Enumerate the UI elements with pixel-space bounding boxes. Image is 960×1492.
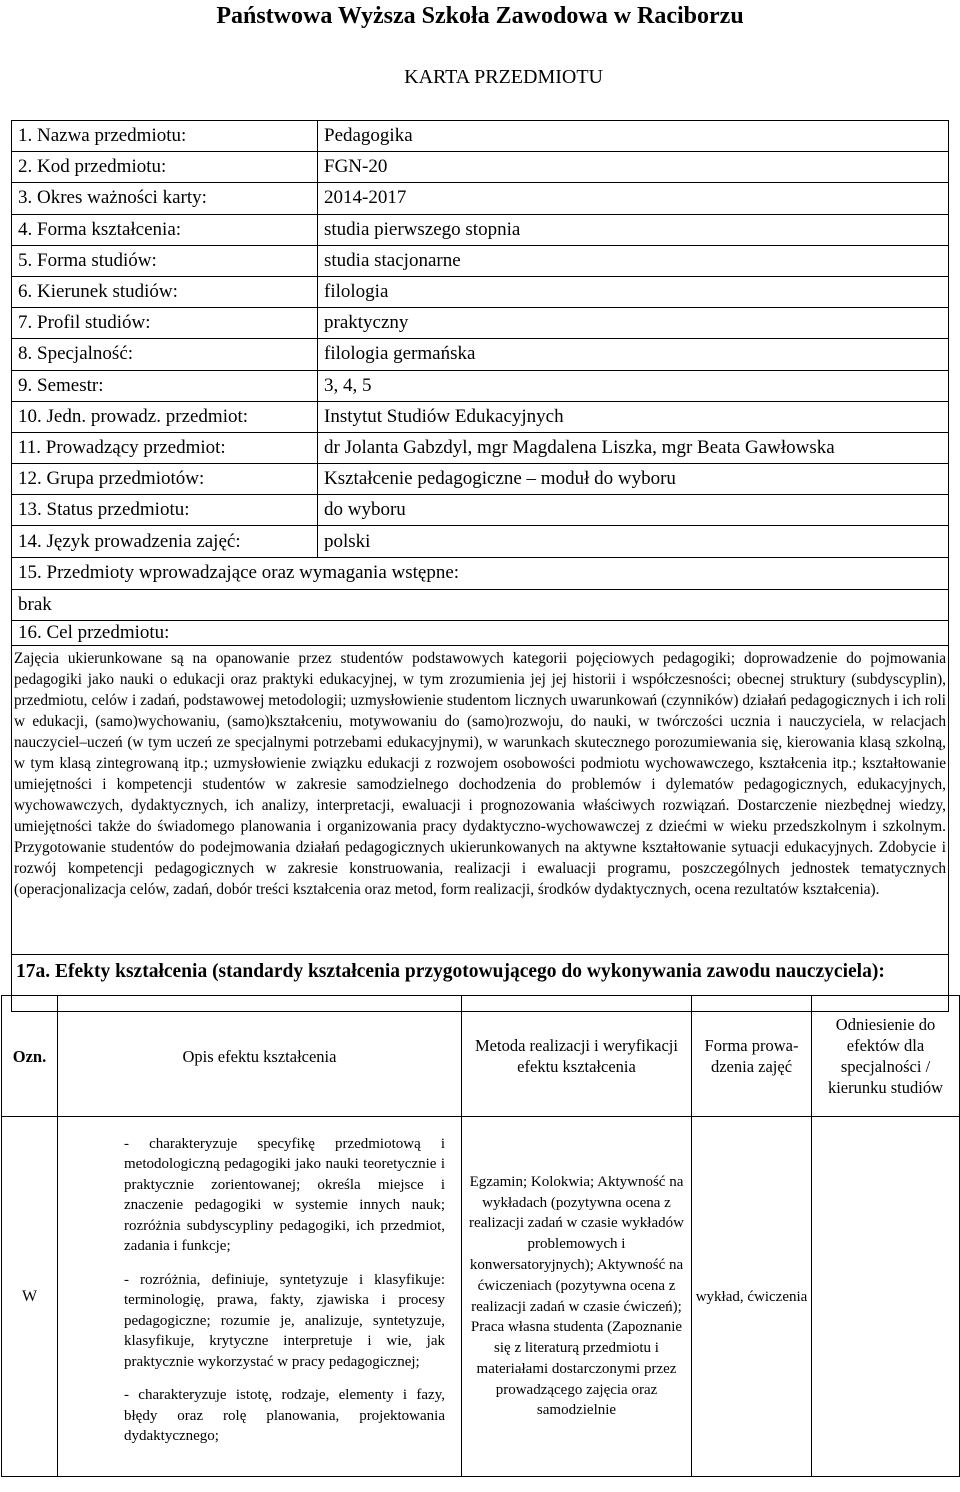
field-label: 8. Specjalność:	[12, 339, 318, 370]
field-row	[12, 339, 949, 370]
field-label: 2. Kod przedmiotu:	[12, 152, 318, 183]
field-label: 11. Prowadzący przedmiot:	[12, 432, 318, 463]
field-label: 7. Profil studiów:	[12, 308, 318, 339]
field-label: 9. Semestr:	[12, 370, 318, 401]
effect-description-item: - charakteryzuje specyfikę przedmiotową i metodologiczną pedagogiki jako nauki teoretycznie i praktycznie zorientowanej; określa miejsce i znaczenie pedagogiki w systemie innych nauk; rozróżnia subdyscypliny pedagogiki, ich przedmiot, zadania i funkcje;	[124, 1135, 445, 1254]
effect-description-cell	[58, 1117, 462, 1477]
prereq-label: 15. Przedmioty wprowadzające oraz wymagania wstępne:	[12, 557, 949, 589]
effect-reference	[812, 1117, 960, 1477]
field-value: do wyboru	[318, 495, 949, 526]
field-label: 12. Grupa przedmiotów:	[12, 464, 318, 495]
field-row	[12, 276, 949, 307]
header-ozn: Ozn.	[2, 996, 58, 1117]
field-value: filologia	[318, 276, 949, 307]
course-info-table	[11, 120, 949, 1012]
header-forma: Forma prowa-dzenia zajęć	[692, 996, 812, 1117]
effects-table	[1, 995, 960, 1477]
field-value: studia pierwszego stopnia	[318, 214, 949, 245]
field-label: 1. Nazwa przedmiotu:	[12, 121, 318, 152]
field-row	[12, 183, 949, 214]
field-row	[12, 495, 949, 526]
field-value: 3, 4, 5	[318, 370, 949, 401]
effects-title: 17a. Efekty kształcenia (standardy kształcenia przygotowującego do wykonywania zawodu nauczyciela):	[16, 960, 885, 982]
field-row	[12, 370, 949, 401]
field-value: praktyczny	[318, 308, 949, 339]
field-label: 3. Okres ważności karty:	[12, 183, 318, 214]
effect-description-item: - rozróżnia, definiuje, syntetyzuje i klasyfikuje: terminologię, prawa, fakty, zjawiska i procesy pedagogiczne; rozumie je, analizuje, syntetyzuje, klasyfikuje, krytyczne interpretuje i wie, jak praktycznie wykorzystać w pracy pedagogicznej;	[124, 1271, 445, 1370]
field-row	[12, 432, 949, 463]
effect-form: wykład, ćwiczenia	[692, 1117, 812, 1477]
field-value: polski	[318, 526, 949, 557]
prereq-value: brak	[12, 589, 949, 620]
field-value: Pedagogika	[318, 121, 949, 152]
field-value: FGN-20	[318, 152, 949, 183]
goal-label: 16. Cel przedmiotu:	[12, 620, 949, 645]
field-value: filologia germańska	[318, 339, 949, 370]
effect-method: Egzamin; Kolokwia; Aktywność na wykładach (pozytywna ocena z realizacji zadań w czasie wykładów problemowych i konwersatoryjnych); Aktywność na ćwiczeniach (pozytywna ocena z realizacji zadań w czasie ćwiczeń); Praca własna studenta (Zapoznanie się z literaturą przedmiotu i materiałami dostarczonymi przez prowadzącego zajęcia oraz samodzielnie	[462, 1117, 692, 1477]
field-row	[12, 245, 949, 276]
field-label: 14. Język prowadzenia zajęć:	[12, 526, 318, 557]
school-name: Państwowa Wyższa Szkoła Zawodowa w Raciborzu	[216, 3, 744, 29]
field-row	[12, 121, 949, 152]
field-label: 5. Forma studiów:	[12, 245, 318, 276]
effect-description-item: - charakteryzuje istotę, rodzaje, elementy i fazy, błędy oraz rolę planowania, projektowania dydaktycznego;	[124, 1387, 445, 1444]
header-odniesienie: Odniesienie do efektów dla specjalności / kierunku studiów	[812, 996, 960, 1117]
field-value: Instytut Studiów Edukacyjnych	[318, 401, 949, 432]
field-label: 6. Kierunek studiów:	[12, 276, 318, 307]
field-label: 4. Forma kształcenia:	[12, 214, 318, 245]
field-value: dr Jolanta Gabzdyl, mgr Magdalena Liszka, mgr Beata Gawłowska	[318, 432, 949, 463]
field-row	[12, 214, 949, 245]
field-row	[12, 308, 949, 339]
field-value: Kształcenie pedagogiczne – moduł do wyboru	[318, 464, 949, 495]
field-value: 2014-2017	[318, 183, 949, 214]
field-value: studia stacjonarne	[318, 245, 949, 276]
effect-symbol: W	[2, 1117, 58, 1477]
field-label: 10. Jedn. prowadz. przedmiot:	[12, 401, 318, 432]
goal-text: Zajęcia ukierunkowane są na opanowanie przez studentów podstawowych kategorii pojęciowych pedagogiki; doprowadzenie do pojmowania pedagogiki jako nauki o edukacji oraz praktyki edukacyjnej, w tym zrozumienia jej jej historii i współczesności; obecnej struktury (subdyscyplin), przedmiotu, celów i zadań, podstawowej metodologii; uzmysłowienie studentom licznych uwarunkowań (czynników) działań pedagogicznych i ich roli w edukacji, (samo)wychowaniu, (samo)kształceniu, motywowaniu do (samo)rozwoju, do nauki, w twórczości ucznia i nauczyciela, w relacjach nauczyciel–uczeń (w tym uczeń ze specjalnymi potrzebami edukacyjnymi), w warunkach skutecznego porozumiewania się, kierowania klasą szkolną, w tym klasą zintegrowaną itp.; uzmysłowienie związku edukacji z rozwojem osobowości podmiotu wychowawczego, kształcenia itp.; kształtowanie umiejętności i kompetencji studentów w zakresie samodzielnego dochodzenia do problemów i dylematów pedagogicznych, edukacyjnych, wychowawczych, dydaktycznych, ich analizy, interpretacji, ewaluacji i prognozowania właściwych rozwiązań. Dostarczenie niezbędnej wiedzy, umiejętności także do świadomego planowania i organizowania pracy dydaktyczno-wychowawczej z dziećmi w wieku przedszkolnym i szkolnym. Przygotowanie studentów do podejmowania działań pedagogicznych ukierunkowanych na aktywne kształtowanie sytuacji edukacyjnych. Zdobycie i rozwój kompetencji pedagogicznych w zakresie konstruowania, realizacji i ewaluacji programu, poszczególnych jednostek tematycznych (operacjonalizacja celów, zadań, dobór treści kształcenia oraz metod, form realizacji, środków dydaktycznych, ocena rezultatów kształcenia).	[14, 649, 946, 898]
field-row	[12, 464, 949, 495]
field-row	[12, 401, 949, 432]
header-metoda: Metoda realizacji i weryfikacji efektu kształcenia	[462, 996, 692, 1117]
header-opis: Opis efektu kształcenia	[58, 996, 462, 1117]
document-title: KARTA PRZEDMIOTU	[404, 66, 603, 88]
field-label: 13. Status przedmiotu:	[12, 495, 318, 526]
field-row	[12, 152, 949, 183]
field-row	[12, 526, 949, 557]
